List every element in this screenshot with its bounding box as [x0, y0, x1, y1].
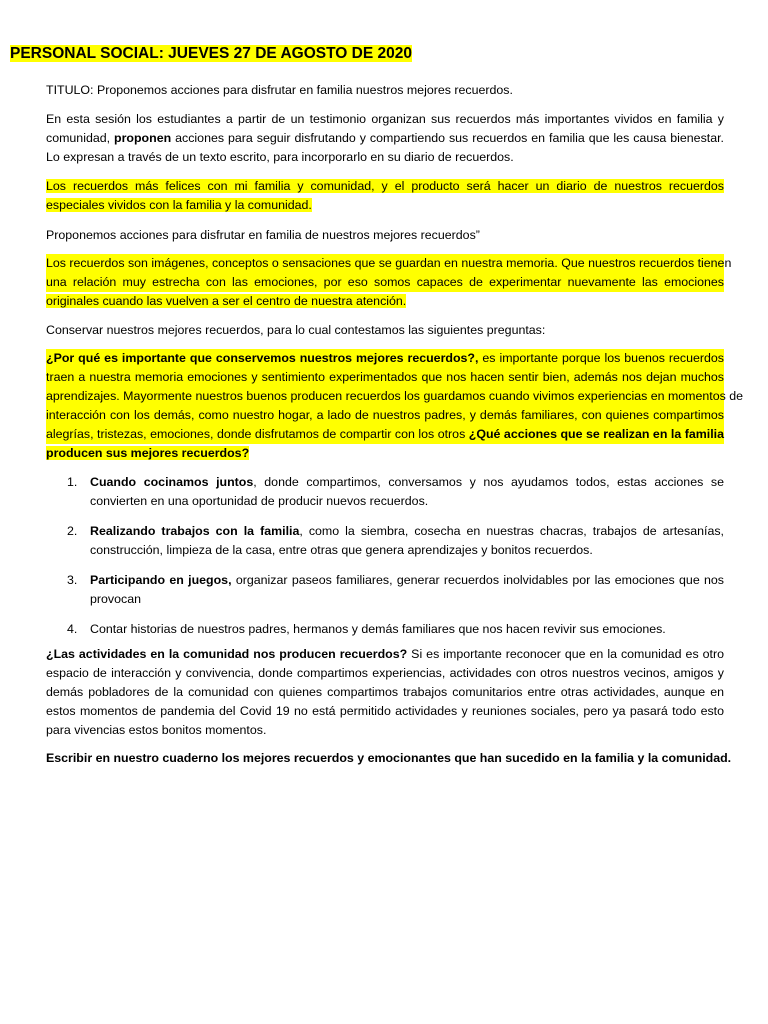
- subtitle-2: [46, 321, 724, 340]
- list-item-text: convierten en una oportunidad de producir nuevos recuerdos.: [90, 494, 429, 508]
- list-item-text: construcción, limpieza de la casa, entre otras que genera aprendizajes y bonitos recuerdos.: [90, 543, 593, 557]
- list-number: 2.: [67, 524, 78, 538]
- highlight-text: traen a nuestra memoria emociones y sentimiento experimentados que nos hacen sentir bien, además nos dejan muchos: [46, 368, 724, 387]
- highlight-text: una relación muy estrecha con las emociones, por eso somos capaces de experimentar nuevamente las emociones: [46, 273, 724, 292]
- community-text: Si es importante reconocer que en la comunidad es otro: [407, 647, 724, 661]
- list-item-text: provocan: [90, 592, 141, 606]
- community-text: espacio de interacción y convivencia, donde compartimos experiencias, actividades con otros nuestros vecinos, amigos y: [46, 666, 724, 680]
- list-item-bold: Realizando trabajos con la familia: [90, 524, 300, 538]
- list-number: 4.: [67, 622, 78, 636]
- question-bold: ¿Las actividades en la comunidad nos producen recuerdos?: [46, 647, 408, 661]
- list-item-bold: Participando en juegos,: [90, 573, 232, 587]
- question-bold: ¿Por qué es importante que conservemos nuestros mejores recuerdos?,: [46, 351, 479, 365]
- list-number: 3.: [67, 573, 78, 587]
- community-text: para vivencias estos bonitos momentos.: [46, 723, 267, 737]
- page-heading-text: PERSONAL SOCIAL: JUEVES 27 DE AGOSTO DE 2020: [10, 45, 412, 62]
- intro-line: acciones para seguir disfrutando y compartiendo sus recuerdos en familia que les causa bienestar.: [171, 131, 724, 145]
- list-item-text: Contar historias de nuestros padres, hermanos y demás familiares que nos hacen revivir sus emociones.: [90, 622, 666, 636]
- list-number: 1.: [67, 475, 78, 489]
- intro-line: comunidad,: [46, 131, 115, 145]
- closing-text: Escribir en nuestro cuaderno los mejores recuerdos y emocionantes que han sucedido en la familia y la comunidad.: [46, 751, 732, 765]
- highlight-text: Los recuerdos son imágenes, conceptos o sensaciones que se guardan en nuestra memoria. Que nuestros recuerdos tienen: [46, 254, 724, 273]
- list-item: [46, 522, 724, 560]
- intro-line: Lo expresan a través de un texto escrito, para incorporarlo en su diario de recuerdos.: [46, 150, 514, 164]
- list-item: [46, 571, 724, 609]
- actions-list: [46, 473, 724, 639]
- list-item-text: , como la siembra, cosecha en nuestras chacras, trabajos de artesanías,: [299, 524, 724, 538]
- community-paragraph: [46, 645, 724, 740]
- subtitle-text: Conservar nuestros mejores recuerdos, para lo cual contestamos las siguientes preguntas:: [46, 323, 546, 337]
- list-item: [46, 473, 724, 511]
- highlight-text: es importante porque los buenos recuerdos: [478, 351, 724, 365]
- highlight-text: y el producto será hacer un diario de nuestros recuerdos: [374, 179, 724, 193]
- list-item-text: , donde compartimos, conversamos y nos ayudamos todos, estas acciones se: [253, 475, 724, 489]
- intro-bold-word: proponen: [114, 131, 172, 145]
- highlight-paragraph-1: [46, 177, 724, 215]
- subtitle-1: [46, 226, 724, 245]
- titulo-line: [46, 81, 724, 100]
- subtitle-text: Proponemos acciones para disfrutar en familia de nuestros mejores recuerdos”: [46, 228, 480, 242]
- highlight-text: especiales vividos con la familia y la comunidad.: [46, 198, 312, 212]
- question-bold: ¿Qué acciones que se realizan en la familia: [468, 427, 724, 441]
- community-text: demás pobladores de la comunidad con quienes compartimos trabajos comunitarios entre otras actividades, aunque en: [46, 685, 724, 699]
- highlight-text: originales cuando las vuelven a ser el centro de nuestra atención.: [46, 294, 407, 308]
- highlight-text: Los recuerdos más felices con mi familia y comunidad,: [46, 179, 375, 193]
- list-item-text: organizar paseos familiares, generar recuerdos inolvidables por las emociones que nos: [231, 573, 725, 587]
- highlight-text: alegrías, tristezas, emociones, donde disfrutamos de compartir con los otros: [46, 427, 469, 441]
- highlight-text: aprendizajes. Mayormente nuestros buenos producen recuerdos los guardamos cuando vivimos experiencias en momentos de: [46, 387, 724, 406]
- highlight-text: interacción con los demás, como nuestro hogar, a lado de nuestros padres, y demás familiares, con quienes compartimos: [46, 406, 724, 425]
- list-item: [46, 620, 724, 639]
- highlight-paragraph-2: [46, 254, 732, 311]
- highlight-paragraph-3: [46, 349, 744, 463]
- community-text: estos momentos de pandemia del Covid 19 no está permitido actividades y reuniones sociales, pero ya pasará todo esto: [46, 704, 724, 718]
- list-item-bold: Cuando cocinamos juntos: [90, 475, 254, 489]
- closing-paragraph: [46, 749, 732, 768]
- intro-line: En esta sesión los estudiantes a partir de un testimonio organizan sus recuerdos más importantes vividos en familia y: [46, 112, 724, 126]
- question-bold: producen sus mejores recuerdos?: [46, 446, 250, 460]
- titulo-text: TITULO: Proponemos acciones para disfrutar en familia nuestros mejores recuerdos.: [46, 83, 513, 97]
- page-heading: [10, 44, 412, 64]
- intro-paragraph: [46, 110, 724, 167]
